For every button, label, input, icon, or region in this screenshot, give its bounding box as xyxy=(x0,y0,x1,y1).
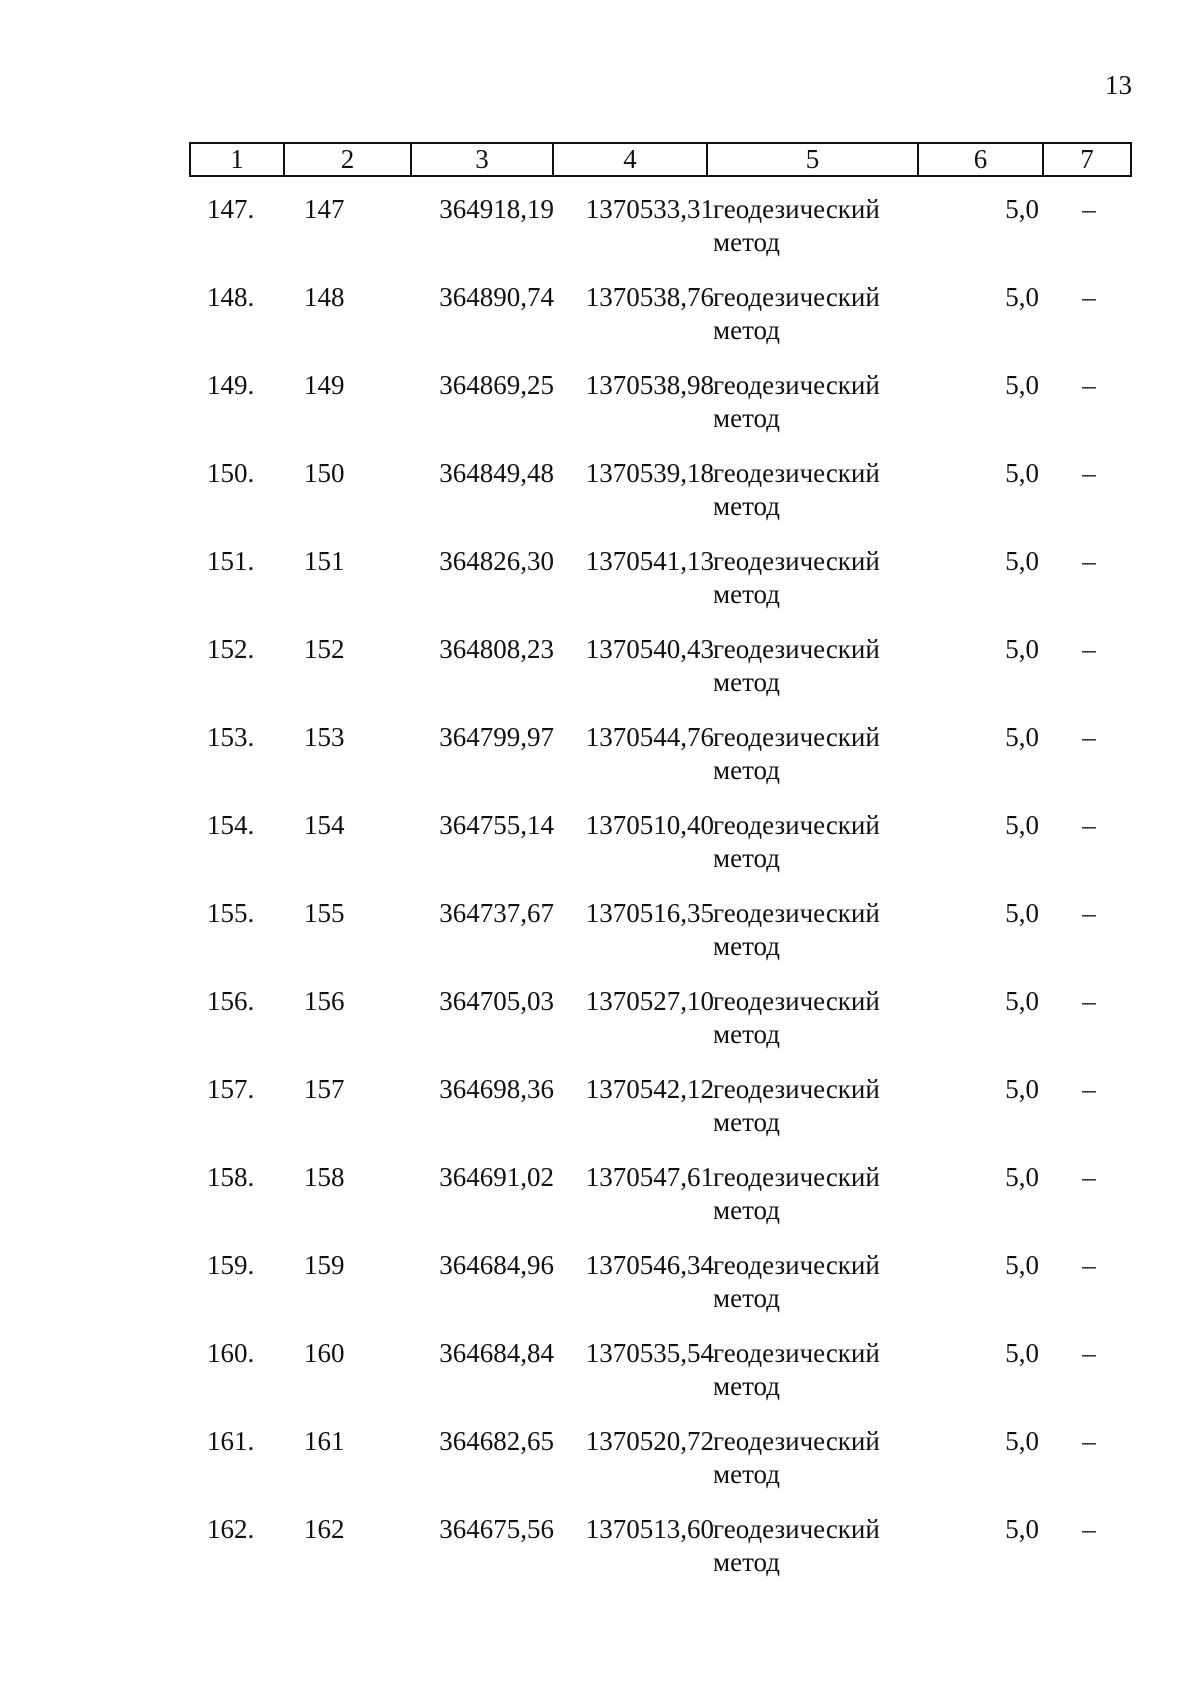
cell-method: геодезический метод xyxy=(713,194,880,257)
cell-accuracy: 5,0 xyxy=(1005,634,1039,664)
cell-accuracy: 5,0 xyxy=(1005,282,1039,312)
cell-coord-x: 364684,84 xyxy=(439,1338,554,1368)
cell-method: геодезический метод xyxy=(713,370,880,433)
cell-point-id: 149 xyxy=(304,370,345,400)
cell-note: – xyxy=(1082,282,1096,312)
cell-note: – xyxy=(1082,1162,1096,1192)
cell-method: геодезический метод xyxy=(713,1250,880,1313)
cell-coord-y: 1370538,76 xyxy=(585,282,714,312)
cell-note: – xyxy=(1082,1426,1096,1456)
cell-coord-x: 364705,03 xyxy=(439,986,554,1016)
cell-row-number: 152. xyxy=(207,634,255,664)
table-row xyxy=(189,809,1132,897)
cell-row-number: 151. xyxy=(207,546,255,576)
cell-coord-y: 1370516,35 xyxy=(585,898,714,928)
cell-note: – xyxy=(1082,634,1096,664)
cell-coord-x: 364737,67 xyxy=(439,898,554,928)
page-number: 13 xyxy=(1105,70,1132,100)
cell-method: геодезический метод xyxy=(713,1426,880,1489)
cell-method: геодезический метод xyxy=(713,1338,880,1401)
cell-method: геодезический метод xyxy=(713,1074,880,1137)
cell-note: – xyxy=(1082,1074,1096,1104)
cell-accuracy: 5,0 xyxy=(1005,986,1039,1016)
cell-method: геодезический метод xyxy=(713,634,880,697)
cell-row-number: 157. xyxy=(207,1074,255,1104)
cell-method: геодезический метод xyxy=(713,458,880,521)
table-row xyxy=(189,633,1132,721)
cell-coord-y: 1370544,76 xyxy=(585,722,714,752)
cell-point-id: 158 xyxy=(304,1162,345,1192)
table-row xyxy=(189,457,1132,545)
header-col-6: 6 xyxy=(919,144,1044,175)
cell-note: – xyxy=(1082,1250,1096,1280)
cell-method: геодезический метод xyxy=(713,898,880,961)
cell-accuracy: 5,0 xyxy=(1005,722,1039,752)
cell-coord-y: 1370546,34 xyxy=(585,1250,714,1280)
cell-note: – xyxy=(1082,370,1096,400)
cell-note: – xyxy=(1082,194,1096,224)
table-row xyxy=(189,1425,1132,1513)
table-header xyxy=(189,142,1132,177)
cell-coord-y: 1370520,72 xyxy=(585,1426,714,1456)
cell-coord-y: 1370527,10 xyxy=(585,986,714,1016)
cell-coord-x: 364698,36 xyxy=(439,1074,554,1104)
table-row xyxy=(189,193,1132,281)
cell-method: геодезический метод xyxy=(713,986,880,1049)
table-row xyxy=(189,369,1132,457)
cell-row-number: 159. xyxy=(207,1250,255,1280)
cell-accuracy: 5,0 xyxy=(1005,458,1039,488)
header-col-1: 1 xyxy=(191,144,285,175)
cell-row-number: 162. xyxy=(207,1514,255,1544)
cell-coord-x: 364890,74 xyxy=(439,282,554,312)
cell-coord-y: 1370533,31 xyxy=(585,194,714,224)
cell-row-number: 160. xyxy=(207,1338,255,1368)
cell-accuracy: 5,0 xyxy=(1005,1426,1039,1456)
header-col-7: 7 xyxy=(1080,144,1094,174)
cell-point-id: 159 xyxy=(304,1250,345,1280)
cell-coord-y: 1370542,12 xyxy=(585,1074,714,1104)
cell-point-id: 155 xyxy=(304,898,345,928)
cell-note: – xyxy=(1082,986,1096,1016)
cell-row-number: 148. xyxy=(207,282,255,312)
cell-coord-x: 364849,48 xyxy=(439,458,554,488)
cell-coord-y: 1370547,61 xyxy=(585,1162,714,1192)
cell-point-id: 162 xyxy=(304,1514,345,1544)
cell-row-number: 156. xyxy=(207,986,255,1016)
table-row xyxy=(189,721,1132,809)
cell-row-number: 149. xyxy=(207,370,255,400)
cell-accuracy: 5,0 xyxy=(1005,1162,1039,1192)
cell-coord-y: 1370540,43 xyxy=(585,634,714,664)
cell-coord-y: 1370539,18 xyxy=(585,458,714,488)
cell-accuracy: 5,0 xyxy=(1005,194,1039,224)
cell-accuracy: 5,0 xyxy=(1005,1250,1039,1280)
table-row xyxy=(189,1249,1132,1337)
cell-note: – xyxy=(1082,546,1096,576)
cell-accuracy: 5,0 xyxy=(1005,1338,1039,1368)
cell-coord-x: 364799,97 xyxy=(439,722,554,752)
cell-accuracy: 5,0 xyxy=(1005,1074,1039,1104)
cell-note: – xyxy=(1082,1338,1096,1368)
cell-method: геодезический метод xyxy=(713,546,880,609)
cell-point-id: 156 xyxy=(304,986,345,1016)
cell-coord-y: 1370510,40 xyxy=(585,810,714,840)
cell-point-id: 157 xyxy=(304,1074,345,1104)
cell-coord-x: 364682,65 xyxy=(439,1426,554,1456)
table-row xyxy=(189,1161,1132,1249)
cell-accuracy: 5,0 xyxy=(1005,1514,1039,1544)
table-row xyxy=(189,985,1132,1073)
cell-accuracy: 5,0 xyxy=(1005,810,1039,840)
cell-coord-x: 364684,96 xyxy=(439,1250,554,1280)
cell-coord-y: 1370535,54 xyxy=(585,1338,714,1368)
cell-point-id: 148 xyxy=(304,282,345,312)
cell-point-id: 161 xyxy=(304,1426,345,1456)
table-row xyxy=(189,281,1132,369)
cell-coord-x: 364755,14 xyxy=(439,810,554,840)
cell-point-id: 151 xyxy=(304,546,345,576)
table-body xyxy=(189,193,1132,1601)
header-col-2: 2 xyxy=(285,144,412,175)
header-col-4: 4 xyxy=(554,144,708,175)
cell-row-number: 147. xyxy=(207,194,255,224)
cell-point-id: 154 xyxy=(304,810,345,840)
table-row xyxy=(189,1073,1132,1161)
table-row xyxy=(189,897,1132,985)
cell-method: геодезический метод xyxy=(713,810,880,873)
cell-row-number: 154. xyxy=(207,810,255,840)
cell-method: геодезический метод xyxy=(713,722,880,785)
cell-method: геодезический метод xyxy=(713,1162,880,1225)
cell-coord-y: 1370541,13 xyxy=(585,546,714,576)
cell-point-id: 147 xyxy=(304,194,345,224)
cell-point-id: 150 xyxy=(304,458,345,488)
cell-coord-x: 364869,25 xyxy=(439,370,554,400)
cell-accuracy: 5,0 xyxy=(1005,898,1039,928)
cell-coord-x: 364691,02 xyxy=(439,1162,554,1192)
cell-point-id: 153 xyxy=(304,722,345,752)
cell-accuracy: 5,0 xyxy=(1005,370,1039,400)
cell-row-number: 158. xyxy=(207,1162,255,1192)
cell-method: геодезический метод xyxy=(713,282,880,345)
cell-point-id: 152 xyxy=(304,634,345,664)
cell-note: – xyxy=(1082,722,1096,752)
cell-coord-x: 364826,30 xyxy=(439,546,554,576)
cell-coord-x: 364918,19 xyxy=(439,194,554,224)
table-row xyxy=(189,1513,1132,1601)
cell-note: – xyxy=(1082,458,1096,488)
cell-coord-y: 1370513,60 xyxy=(585,1514,714,1544)
header-col-3: 3 xyxy=(412,144,554,175)
cell-method: геодезический метод xyxy=(713,1514,880,1577)
table-row xyxy=(189,545,1132,633)
cell-coord-x: 364808,23 xyxy=(439,634,554,664)
cell-note: – xyxy=(1082,898,1096,928)
cell-row-number: 155. xyxy=(207,898,255,928)
cell-note: – xyxy=(1082,1514,1096,1544)
cell-accuracy: 5,0 xyxy=(1005,546,1039,576)
cell-coord-y: 1370538,98 xyxy=(585,370,714,400)
cell-row-number: 153. xyxy=(207,722,255,752)
cell-point-id: 160 xyxy=(304,1338,345,1368)
header-col-5: 5 xyxy=(708,144,919,175)
cell-row-number: 161. xyxy=(207,1426,255,1456)
cell-row-number: 150. xyxy=(207,458,255,488)
cell-note: – xyxy=(1082,810,1096,840)
cell-coord-x: 364675,56 xyxy=(439,1514,554,1544)
table-row xyxy=(189,1337,1132,1425)
